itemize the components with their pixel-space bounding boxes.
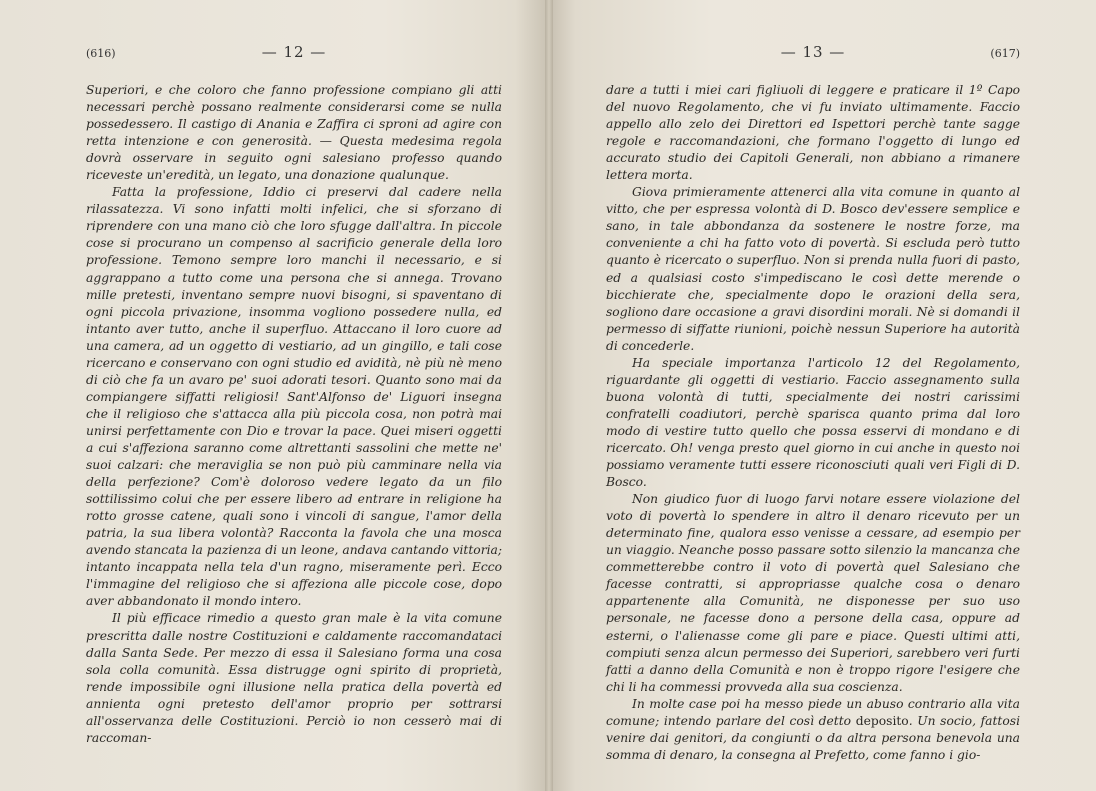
right-page-header [606, 40, 1020, 64]
left-page-body [86, 82, 502, 747]
folio-number: — 13 — [780, 43, 846, 61]
page-number: (617) [990, 47, 1020, 60]
left-page-header [86, 40, 502, 64]
emphasized-word: deposito [855, 713, 909, 728]
paragraph: Superiori, e che coloro che fanno professione compiano gli atti necessari perchè possano realmente considerarsi come se nulla possedessero. Il castigo di Anania e Zaffira ci sproni ad agire con retta intenzione e con generosità. — Questa medesima regola dovrà osservare in seguito ogni salesiano professo quando riceveste un'eredità, un legato, una donazione qualunque. [86, 83, 502, 183]
page-number: (616) [86, 47, 116, 60]
paragraph: Giova primieramente attenerci alla vita comune in quanto al vitto, che per espressa volontà di D. Bosco dev'essere semplice e sano, in tale abbondanza da sostenere le nostre forze, ma conveniente a chi ha fatto voto di povertà. Si escluda però tutto quanto è ricercato o superfluo. Non si prenda nulla fuori di pasto, ed a qualsiasi costo s'impediscano le così dette merende o bicchierate che, specialmente dopo le orazioni della sera, sogliono dare occasione a gravi disordini morali. Nè si domandi il permesso di siffatte riunioni, poichè nessun Superiore ha autorità di concederle. [606, 185, 1020, 353]
paragraph-text: In molte case poi ha messo piede un abuso contrario alla vita comune; intendo parlare del così detto [606, 696, 1020, 728]
paragraph: Il più efficace rimedio a questo gran male è la vita comune prescritta dalle nostre Costituzioni e caldamente raccomandataci dalla Santa Sede. Per mezzo di essa il Salesiano forma una cosa sola colla comunità. Essa distrugge ogni spirito di proprietà, rende impossibile ogni illusione nella pratica della povertà ed annienta ogni pretesto dell'amor proprio per sottrarsi all'osservanza delle Costituzioni. Perciò io non cesserò mai di raccoman- [86, 611, 502, 745]
right-page-body [606, 82, 1020, 764]
paragraph [606, 696, 1020, 764]
paragraph-text: . Un socio, fattosi venire dai genitori, da congiunti o da altra persona benevola una somma di denaro, la consegna al Prefetto, come fanno i gio- [606, 713, 1020, 762]
paragraph: dare a tutti i miei cari figliuoli di leggere e praticare il 1º Capo del nuovo Regolamento, che vi fu inviato ultimamente. Faccio appello allo zelo dei Direttori ed Ispettori perchè tante sagge regole e raccomandazioni, che formano l'oggetto di lungo ed accurato studio dei Capitoli Generali, non abbiano a rimanere lettera morta. [606, 83, 1020, 183]
folio-number: — 12 — [261, 43, 327, 61]
paragraph: Fatta la professione, Iddio ci preservi dal cadere nella rilassatezza. Vi sono infatti molti infelici, che si sforzano di riprendere con una mano ciò che loro sfugge dall'altra. In piccole cose si procurano un compenso al sacrificio generale della loro professione. Temono sempre loro manchi il necessario, e si aggrappano a tutto come una persona che si annega. Trovano mille pretesti, inventano sempre nuovi bisogni, si spaventano di ogni piccola privazione, insomma vogliono possedere nulla, ed intanto aver tutto, anche il superfluo. Attaccano il loro cuore ad una camera, ad un oggetto di vestiario, ad un gingillo, e tali cose ricercano e conservano con ogni studio ed avidità, nè più nè meno di ciò che fa un avaro pe' suoi adorati tesori. Quanto sono mai da compiangere siffatti religiosi! Sant'Alfonso de' Liguori insegna che il religioso che s'attacca alla più piccola cosa, non potrà mai unirsi perfettamente con Dio e trovar la pace. Quei miseri oggetti a cui s'affeziona saranno come altrettanti sassolini che mette ne' suoi calzari: che meraviglia se non può più camminare nella via della perfezione? Com'è doloroso vedere legato da un filo sottilissimo colui che per essere libero ad entrare in religione ha rotto grosse catene, quali sono i vincoli di sangue, l'amor della patria, la sua libera volontà? Racconta la favola che una mosca avendo stancata la pazienza di un leone, andava cantando vittoria; intanto incappata nella tela d'un ragno, miseramente perì. Ecco l'immagine del religioso che si affeziona alle piccole cose, dopo aver abbandonato il mondo intero. [86, 185, 502, 609]
paragraph: Ha speciale importanza l'articolo 12 del Regolamento, riguardante gli oggetti di vestiario. Faccio assegnamento sulla buona volontà di tutti, specialmente dei nostri carissimi confratelli coadiutori, perchè sparisca quanto prima dal loro modo di vestire tutto quello che possa esservi di mondano e di ricercato. Oh! venga presto quel giorno in cui anche in questo noi possiamo veramente tutti essere riconosciuti quali veri Figli di D. Bosco. [606, 355, 1020, 490]
paragraph: Non giudico fuor di luogo farvi notare essere violazione del voto di povertà lo spendere in altro il denaro ricevuto per un determinato fine, qualora esso venisse a cessare, ad esempio per un viaggio. Neanche posso passare sotto silenzio la mancanza che commetterebbe contro il voto di povertà quel Salesiano che facesse contratti, si appropriasse qualche cosa o denaro appartenente alla Comunità, ne disponesse per suo uso personale, ne facesse dono a persone della casa, oppure ad esterni, o l'alienasse come gli pare e piace. Questi ultimi atti, compiuti senza alcun permesso dei Superiori, sarebbero veri furti fatti a danno della Comunità e non è troppo rigore l'esigere che chi li ha commessi provveda alla sua coscienza. [606, 492, 1020, 694]
book-gutter [545, 0, 553, 791]
right-page [548, 0, 1096, 791]
